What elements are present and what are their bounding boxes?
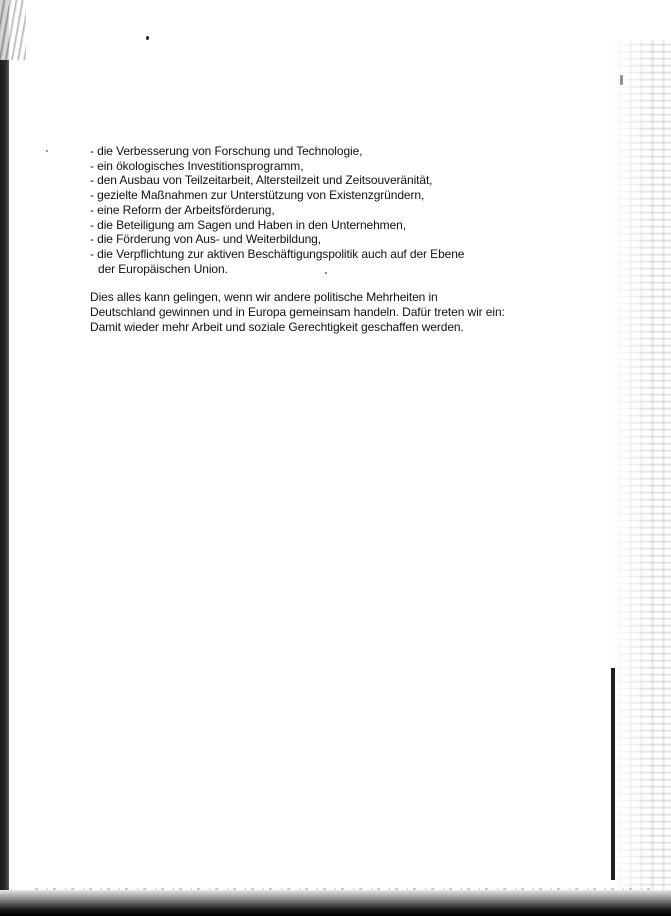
scan-left-top-noise xyxy=(0,0,26,60)
list-item: - ein ökologisches Investitionsprogramm, xyxy=(90,158,304,173)
scan-right-bar xyxy=(611,668,615,880)
paragraph-line: Dies alles kann gelingen, wenn wir andere politische Mehrheiten in xyxy=(90,290,438,305)
measures-list xyxy=(90,144,560,276)
paragraph-line: Damit wieder mehr Arbeit und soziale Gerechtigkeit geschaffen werden. xyxy=(90,319,464,334)
list-item: - eine Reform der Arbeitsförderung, xyxy=(90,202,275,217)
scan-speck xyxy=(620,75,623,85)
list-item: - gezielte Maßnahmen zur Unterstützung von Existenzgründern, xyxy=(90,188,425,203)
list-continuation-text: der Europäischen Union. xyxy=(98,261,228,276)
scan-left-edge xyxy=(0,0,9,916)
list-item: - die Förderung von Aus- und Weiterbildung, xyxy=(90,232,321,247)
list-item: - den Ausbau von Teilzeitarbeit, Altersteilzeit und Zeitsouveränität, xyxy=(90,173,433,188)
scan-speck xyxy=(46,150,48,152)
closing-paragraph xyxy=(90,290,560,334)
scan-right-edge-noise xyxy=(611,40,671,890)
body-text xyxy=(90,144,560,334)
paragraph-line: Deutschland gewinnen und in Europa gemeinsam handeln. Dafür treten wir ein: xyxy=(90,305,505,320)
scan-bottom-edge xyxy=(0,890,671,916)
list-item: - die Beteiligung am Sagen und Haben in den Unternehmen, xyxy=(90,217,406,232)
scan-speck xyxy=(146,36,149,40)
list-item-continuation xyxy=(90,262,560,277)
list-item: - die Verbesserung von Forschung und Technologie, xyxy=(90,144,363,158)
list-item: - die Verpflichtung zur aktiven Beschäftigungspolitik auch auf der Ebene xyxy=(90,246,465,261)
